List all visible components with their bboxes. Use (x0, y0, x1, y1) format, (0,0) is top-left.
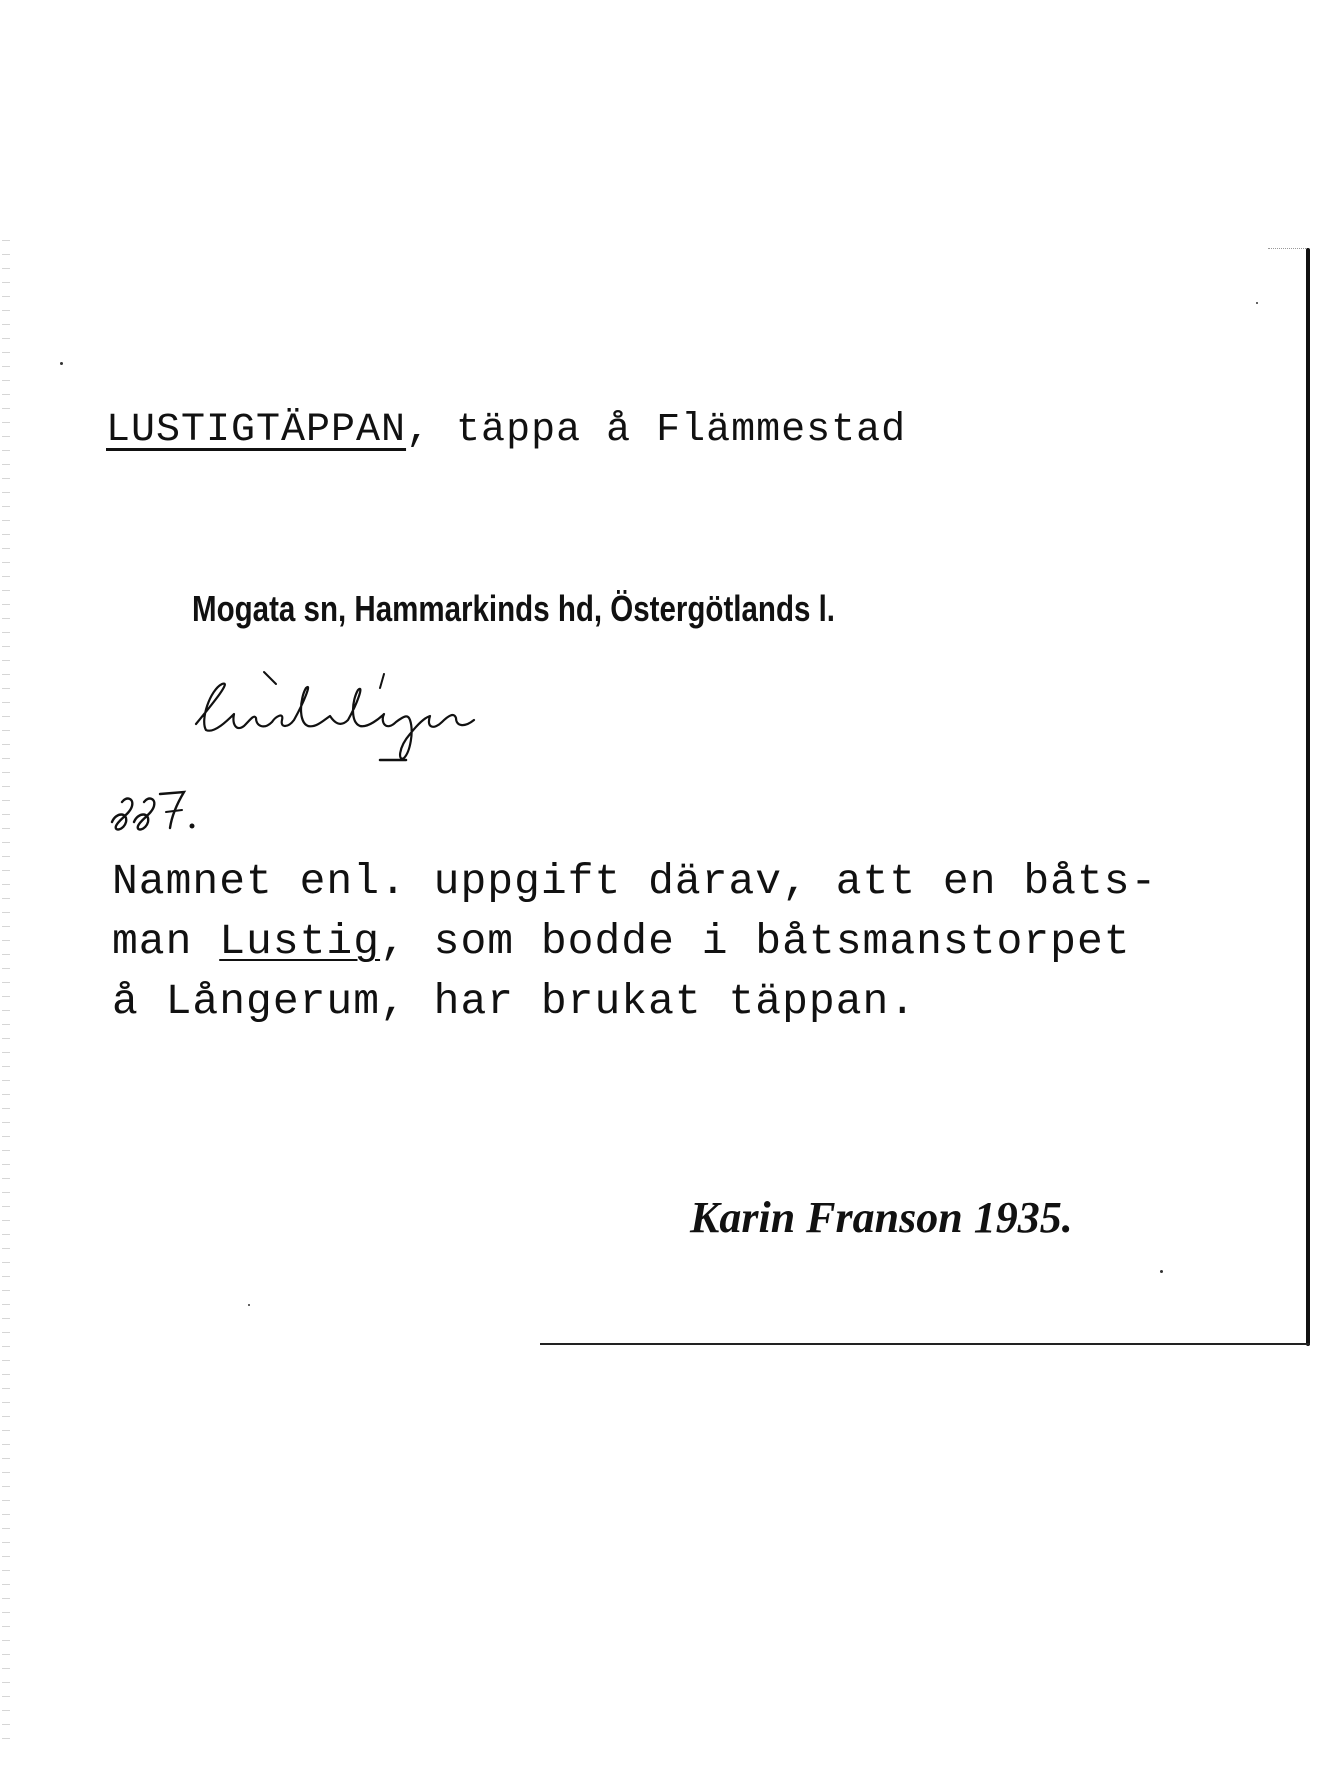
body-line-1: Namnet enl. uppgift därav, att en båts- (112, 857, 1158, 906)
headword: LUSTIGTÄPPAN (106, 408, 407, 453)
title-description: , täppa å Flämmestad (406, 408, 907, 453)
body-line-3: å Långerum, har brukat täppan. (112, 977, 917, 1026)
card-title (106, 408, 906, 453)
body-line-2-start: man (112, 917, 220, 966)
scan-speck (248, 1304, 250, 1306)
scan-edge-noise (2, 240, 10, 1740)
scan-speck (1256, 302, 1258, 304)
body-line-2 (112, 912, 1157, 972)
card-body-text (112, 852, 1157, 1032)
location-line: Mogata sn, Hammarkinds hd, Östergötlands l. (192, 588, 836, 629)
card-bottom-edge (540, 1343, 1310, 1345)
card-right-edge (1306, 248, 1310, 1346)
underlined-name: Lustig (219, 917, 381, 966)
scan-speck (1160, 1270, 1163, 1273)
body-line-2-end: , som bodde i båtsmanstorpet (380, 917, 1131, 966)
card-top-edge (1268, 248, 1308, 250)
scan-speck (60, 362, 63, 365)
handwritten-number (108, 782, 228, 842)
signature: Karin Franson 1935. (690, 1193, 1073, 1242)
handwritten-dialect-form (184, 662, 504, 772)
